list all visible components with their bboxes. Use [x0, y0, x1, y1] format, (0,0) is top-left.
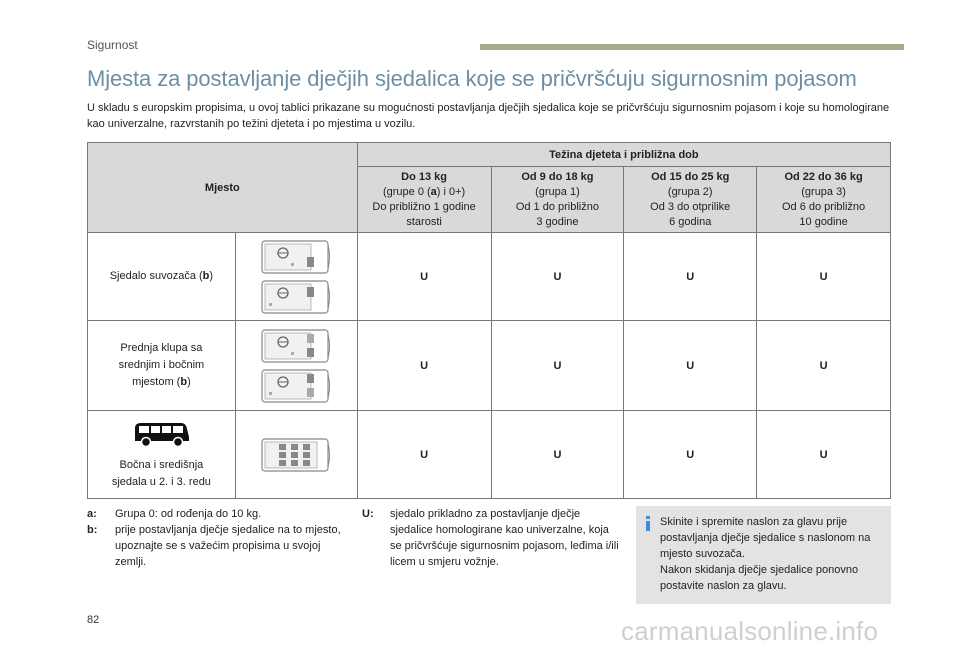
intro-paragraph: U skladu s europskim propisima, u ovoj tablici prikazane su mogućnosti postavljanja dječjih sjedalica koje se pričvršćuju sigurnosnim pojasom i koje su homologirane kao univerzalne, razvrstanih po težini djeteta i po mjestima u vozilu.	[87, 102, 890, 130]
footnote-b: b: prije postavljanja dječje sjedalice na to mjesto, upoznajte se s važećim propisima u svojoj zemlji.	[87, 524, 341, 568]
value-cell: U	[357, 411, 491, 499]
weight-header: Težina djeteta i približna dob	[357, 143, 890, 167]
value-cell: U	[491, 321, 624, 411]
value-cell: U	[757, 411, 891, 499]
column-weight: Od 15 do 25 kg	[651, 170, 730, 183]
car-top-view-icon	[261, 239, 331, 275]
value-cell: U	[624, 411, 757, 499]
value-cell: U	[757, 233, 891, 321]
car-top-view-icon	[261, 328, 331, 364]
value-cell: U	[624, 233, 757, 321]
page-title: Mjesta za postavljanje dječjih sjedalica koje se pričvršćuju sigurnosnim pojasom	[87, 66, 857, 91]
info-line-1: Skinite i spremite naslon za glavu prije postavljanja dječje sjedalice s naslonom na mjesto suvozača.	[660, 516, 871, 560]
value-cell: U	[357, 233, 491, 321]
info-icon	[644, 516, 652, 530]
footnote-a: a: Grupa 0: od rođenja do 10 kg.	[87, 508, 262, 520]
column-weight: Od 22 do 36 kg	[784, 170, 863, 183]
child-seat-table	[87, 142, 891, 499]
seat-diagram-cell	[235, 411, 357, 499]
row-label-passenger-seat: Sjedalo suvozača (b)	[88, 233, 236, 321]
column-weight: Od 9 do 18 kg	[521, 170, 594, 183]
footnotes-left	[87, 506, 347, 570]
place-header: Mjesto	[88, 143, 358, 233]
table-row	[88, 233, 891, 321]
value-cell: U	[757, 321, 891, 411]
watermark: carmanualsonline.info	[621, 616, 879, 646]
table-row	[88, 411, 891, 499]
column-header-group-1: Od 9 do 18 kg (grupa 1) Od 1 do približno 3 godine	[491, 167, 624, 233]
car-top-view-icon	[261, 368, 331, 404]
value-cell: U	[491, 411, 624, 499]
column-header-group-2: Od 15 do 25 kg (grupa 2) Od 3 do otprilike 6 godina	[624, 167, 757, 233]
seat-diagram-cell	[235, 321, 357, 411]
section-label: Sigurnost	[87, 38, 138, 52]
table-row	[88, 321, 891, 411]
minibus-icon	[131, 419, 191, 449]
footnote-u: U: sjedalo prikladno za postavljanje dječje sjedalice homologirane kao univerzalne, koja se pričvršćuje sigurnosnim pojasom, leđima i/ili licem u smjeru vožnje.	[362, 508, 619, 568]
page-number: 82	[87, 614, 100, 626]
info-box	[636, 506, 891, 604]
car-top-view-icon	[261, 279, 331, 315]
value-cell: U	[357, 321, 491, 411]
value-cell: U	[491, 233, 624, 321]
value-cell: U	[624, 321, 757, 411]
column-weight: Do 13 kg	[401, 170, 448, 183]
section-bar	[480, 44, 904, 50]
column-header-group-0: Do 13 kg (grupe 0 (a) i 0+) Do približno 1 godine starosti	[357, 167, 491, 233]
seat-diagram-cell	[235, 233, 357, 321]
row-label-rear-seats: Bočna i središnja sjedala u 2. i 3. redu	[88, 411, 236, 499]
row-label-front-bench: Prednja klupa sa srednjim i bočnim mjestom (b)	[88, 321, 236, 411]
column-header-group-3: Od 22 do 36 kg (grupa 3) Od 6 do približno 10 godine	[757, 167, 891, 233]
car-top-view-icon	[261, 437, 331, 473]
info-line-2: Nakon skidanja dječje sjedalice ponovno postavite naslon za glavu.	[660, 564, 859, 592]
